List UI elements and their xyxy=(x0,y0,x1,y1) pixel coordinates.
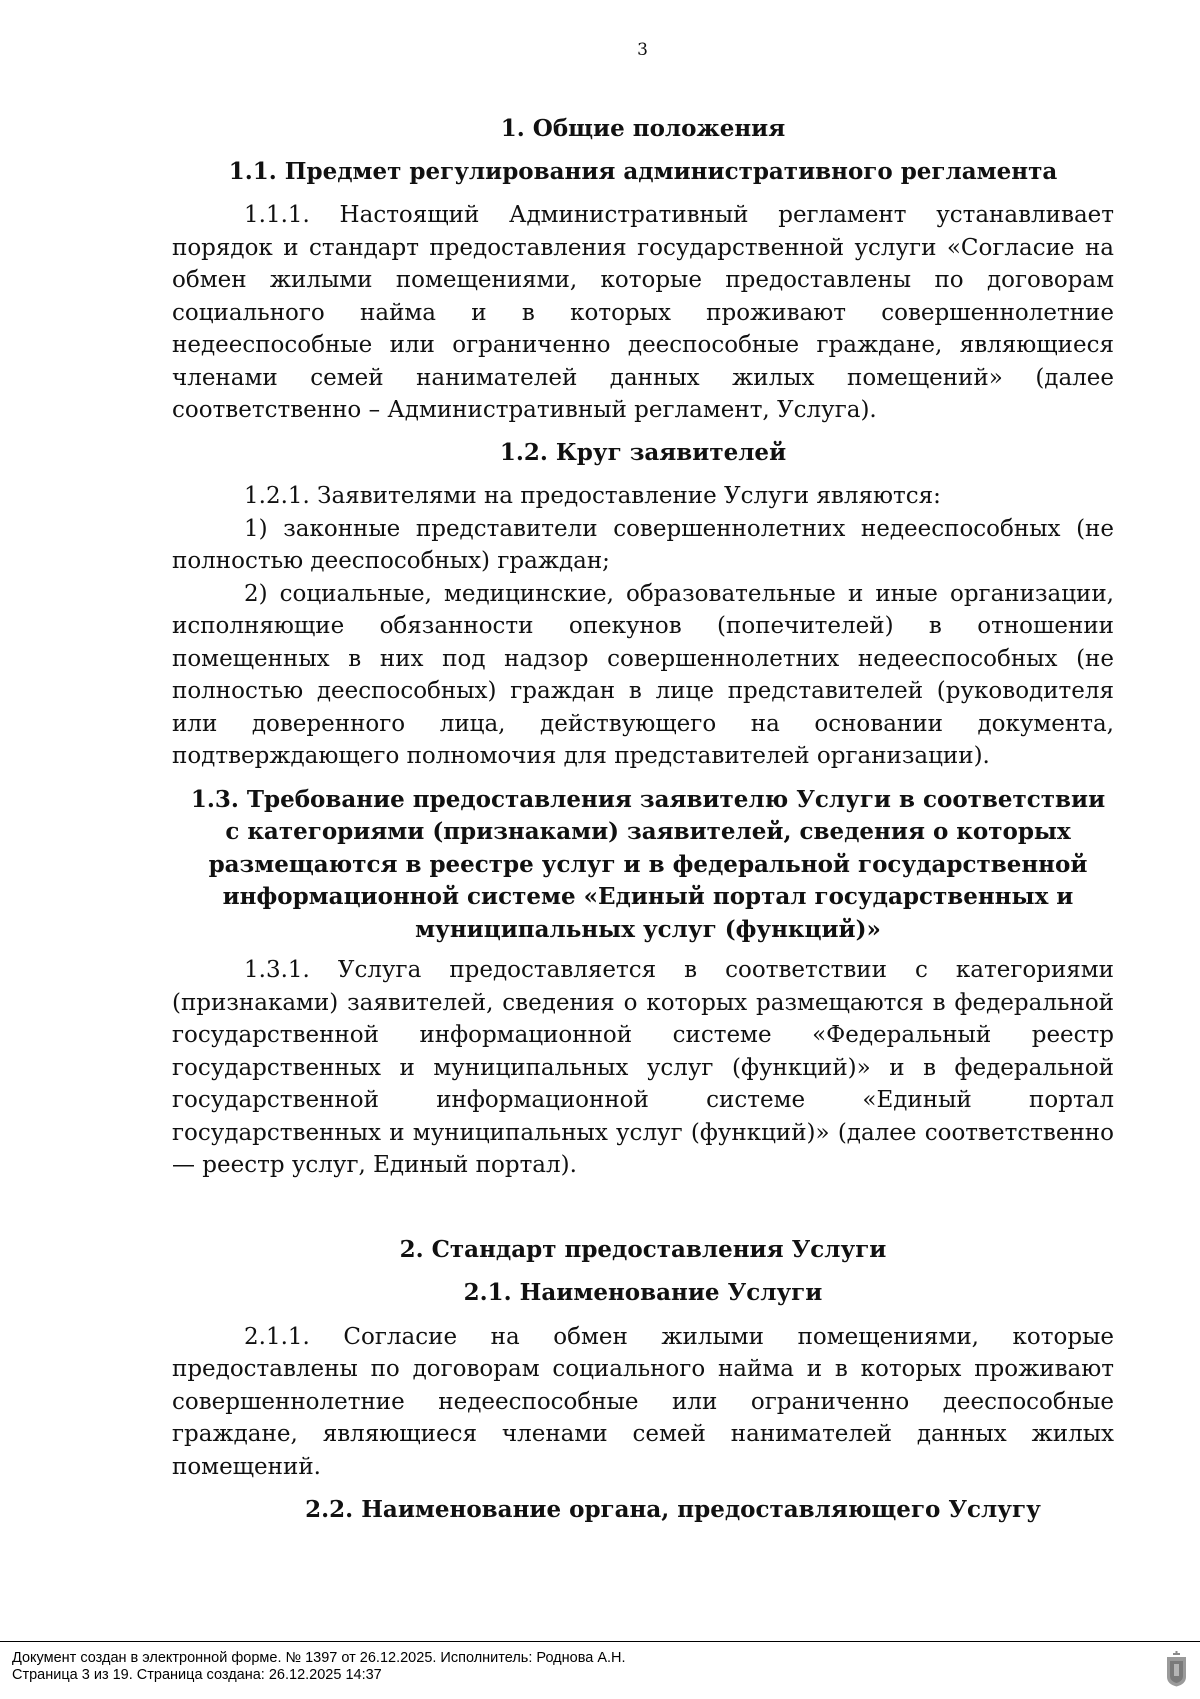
footer-line-document-info: Документ создан в электронной форме. № 1397 от 26.12.2025. Исполнитель: Роднова А.Н. xyxy=(12,1650,626,1666)
subsection-1-3-title-line: 1.3. Требование предоставления заявителю Услуги в соответствии xyxy=(190,785,1106,813)
list-item-1: 1) законные представители совершеннолетних недееспособных (не полностью дееспособных) граждан; xyxy=(172,515,1114,574)
subsection-1-1-title: 1.1. Предмет регулирования административного регламента xyxy=(228,157,1058,185)
document-footer xyxy=(0,1641,1200,1699)
subsection-2-1-title: 2.1. Наименование Услуги xyxy=(463,1279,823,1306)
section-2-title: 2. Стандарт предоставления Услуги xyxy=(399,1235,887,1263)
paragraph-1-1-1: 1.1.1. Настоящий Административный регламент устанавливает порядок и стандарт предоставления государственной услуги «Согласие на обмен жилыми помещениями, которые предоставлены по договорам социального найма и в которых проживают совершеннолетние недееспособные или ограниченно дееспособные граждане, являющиеся членами семей нанимателей данных жилых помещений» (далее соответственно – Административный регламент, Услуга). xyxy=(172,202,1114,423)
section-1-title: 1. Общие положения xyxy=(500,115,786,142)
subsection-1-3-title-line: муниципальных услуг (функций)» xyxy=(415,915,881,943)
page-number: 3 xyxy=(637,40,648,60)
subsection-1-3-title-line: информационной системе «Единый портал государственных и xyxy=(222,883,1074,910)
footer-line-page-info: Страница 3 из 19. Страница создана: 26.12.2025 14:37 xyxy=(12,1667,382,1683)
subsection-1-2-title: 1.2. Круг заявителей xyxy=(499,438,787,466)
footer-text xyxy=(12,1650,626,1684)
paragraph-1-2-1: 1.2.1. Заявителями на предоставление Услуги являются: xyxy=(244,483,941,509)
subsection-1-3-title xyxy=(172,784,1114,947)
coat-of-arms-icon xyxy=(1166,1651,1187,1687)
paragraph-2-1-1: 2.1.1. Согласие на обмен жилыми помещениями, которые предоставлены по договорам социального найма и в которых проживают совершеннолетние недееспособные или ограниченно дееспособные граждане, являющиеся членами семей нанимателей данных жилых помещений. xyxy=(172,1323,1114,1480)
document-body xyxy=(172,113,1114,1538)
paragraph-1-3-1: 1.3.1. Услуга предоставляется в соответствии с категориями (признаками) заявителей, сведения о которых размещаются в федеральной государственной информационной системе «Федеральный реестр государственных и муниципальных услуг (функций)» и в федеральной государственной информационной системе «Единый портал государственных и муниципальных услуг (функций)» (далее соответственно — реестр услуг, Единый портал). xyxy=(172,957,1114,1178)
list-item-2: 2) социальные, медицинские, образовательные и иные организации, исполняющие обязанности опекунов (попечителей) в отношении помещенных в них под надзор совершеннолетних недееспособных (не полностью дееспособных) граждан в лице представителей (руководителя или доверенного лица, действующего на основании документа, подтверждающего полномочия для представителей организации). xyxy=(172,580,1114,769)
subsection-1-3-title-line: с категориями (признаками) заявителей, сведения о которых xyxy=(225,818,1071,845)
subsection-1-3-title-line: размещаются в реестре услуг и в федеральной государственной xyxy=(208,850,1088,878)
subsection-2-2-title: 2.2. Наименование органа, предоставляющего Услугу xyxy=(305,1496,1041,1523)
